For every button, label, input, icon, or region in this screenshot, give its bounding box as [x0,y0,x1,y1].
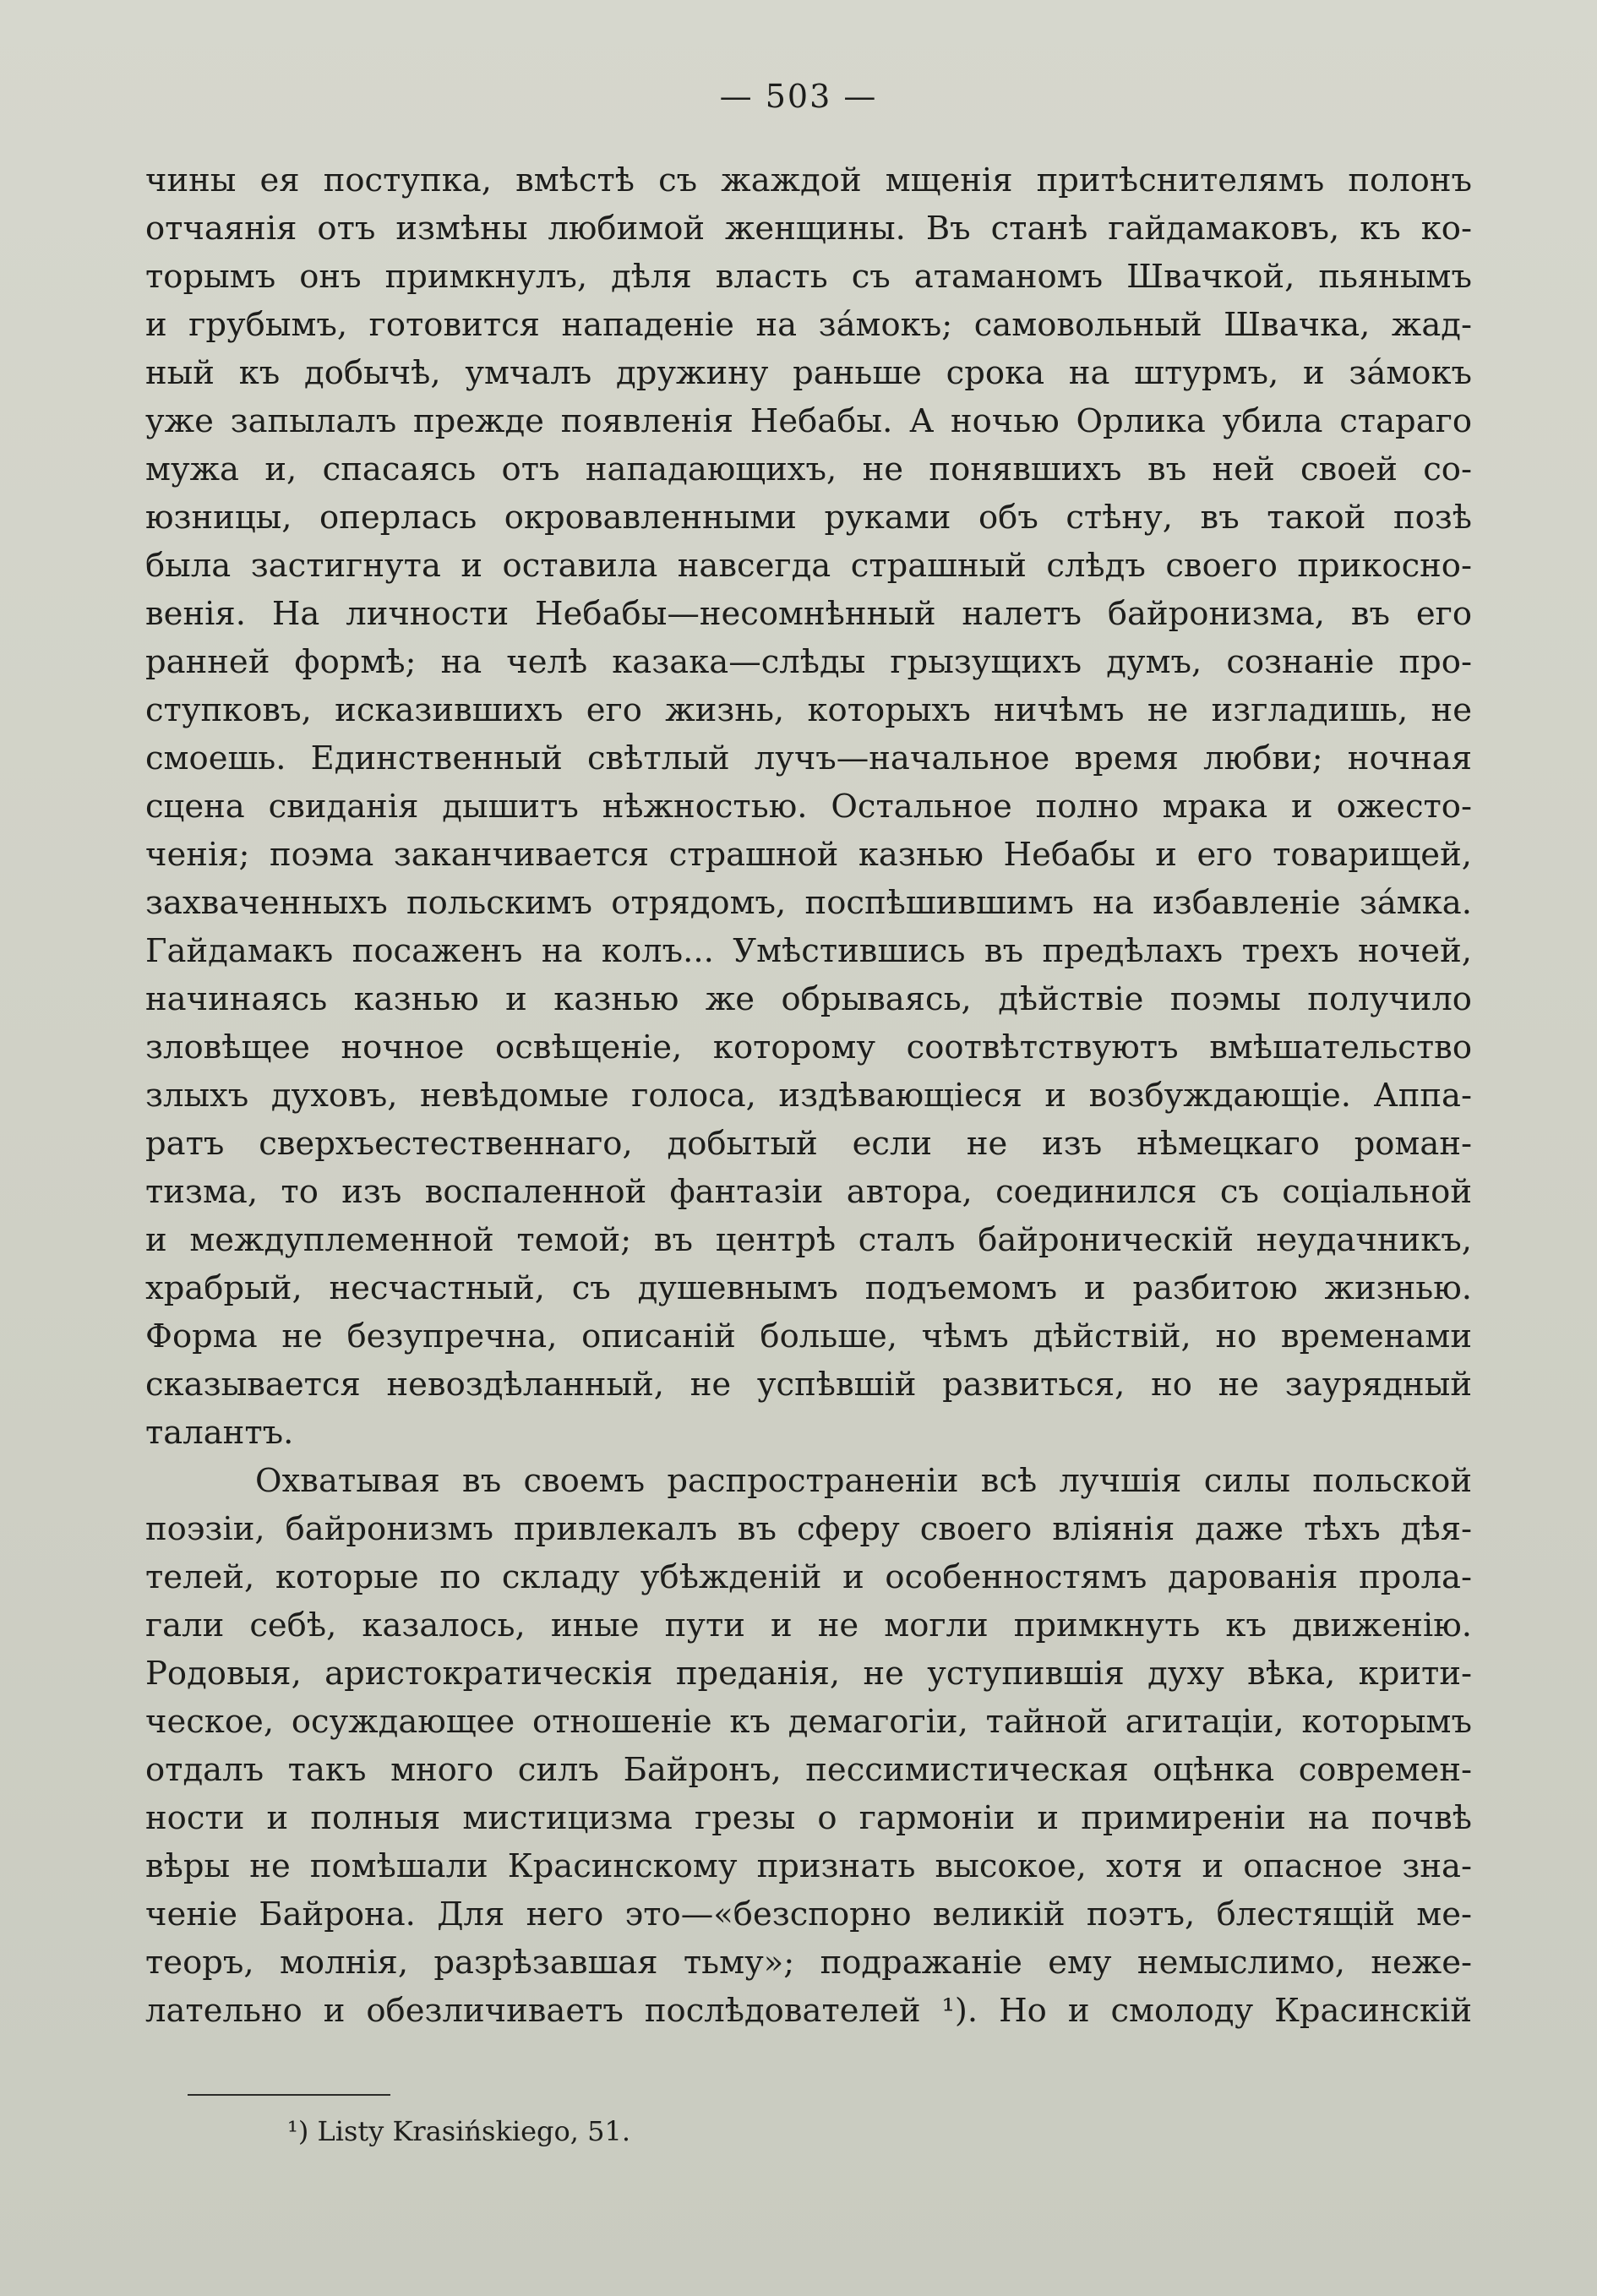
text-line: отчаянія отъ измѣны любимой женщины. Въ станѣ гайдамаковъ, къ ко- [145,210,1472,248]
text-line: теоръ, молнія, разрѣзавшая тьму»; подражаніе ему немыслимо, неже- [145,1944,1472,1982]
text-line: захваченныхъ польскимъ отрядомъ, поспѣшившимъ на избавленіе зáмка. [145,884,1472,922]
text-line: чины ея поступка, вмѣстѣ съ жаждой мщенія притѣснителямъ полонъ [145,161,1472,199]
text-line: юзницы, оперлась окровавленными руками объ стѣну, въ такой позѣ [145,499,1472,537]
text-line: тизма, то изъ воспаленной фантазіи автора, соединился съ соціальной [145,1173,1472,1211]
text-line: храбрый, несчастный, съ душевнымъ подъемомъ и разбитою жизнью. [145,1269,1472,1307]
text-line: начинаясь казнью и казнью же обрываясь, дѣйствіе поэмы получило [145,980,1472,1018]
text-line: лательно и обезличиваетъ послѣдователей ¹). Но и смолоду Красинскій [145,1992,1472,2030]
footnote-separator [188,2094,390,2096]
footnote: ¹) Listy Krasińskiego, 51. [287,2115,631,2147]
text-line: уже запылалъ прежде появленія Небабы. А ночью Орлика убила стараго [145,402,1472,440]
text-line: зловѣщее ночное освѣщеніе, которому соотвѣтствуютъ вмѣшательство [145,1028,1472,1066]
text-line: ратъ сверхъестественнаго, добытый если не изъ нѣмецкаго роман- [145,1125,1472,1163]
text-line: Форма не безупречна, описаній больше, чѣмъ дѣйствій, но временами [145,1317,1472,1355]
text-line: Охватывая въ своемъ распространеніи всѣ лучшія силы польской [255,1462,1472,1500]
text-line: ченія; поэма заканчивается страшной казнью Небабы и его товарищей, [145,836,1472,874]
text-line: ный къ добычѣ, умчалъ дружину раньше срока на штурмъ, и зáмокъ [145,354,1472,392]
text-line: ности и полныя мистицизма грезы о гармоніи и примиреніи на почвѣ [145,1799,1472,1837]
text-line: и междуплеменной темой; въ центрѣ сталъ байроническій неудачникъ, [145,1221,1472,1259]
body-text [145,156,1472,2035]
paragraph-1 [145,156,1472,1457]
text-line: и грубымъ, готовится нападеніе на зáмокъ; самовольный Швачка, жад- [145,306,1472,344]
text-line: Гайдамакъ посаженъ на колъ... Умѣстившись въ предѣлахъ трехъ ночей, [145,932,1472,970]
text-line: венія. На личности Небабы—несомнѣнный налетъ байронизма, въ его [145,595,1472,633]
text-line: гали себѣ, казалось, иные пути и не могли примкнуть къ движенію. [145,1606,1472,1644]
text-line: телей, которые по складу убѣжденій и особенностямъ дарованія прола- [145,1558,1472,1596]
text-line: злыхъ духовъ, невѣдомые голоса, издѣвающіеся и возбуждающіе. Аппа- [145,1077,1472,1115]
text-line: вѣры не помѣшали Красинскому признать высокое, хотя и опасное зна- [145,1847,1472,1885]
text-line: мужа и, спасаясь отъ нападающихъ, не понявшихъ въ ней своей со- [145,450,1472,488]
text-line: ранней формѣ; на челѣ казака—слѣды грызущихъ думъ, сознаніе про- [145,643,1472,681]
page-number: — 503 — [719,78,878,115]
text-line: талантъ. [145,1414,294,1452]
text-line: торымъ онъ примкнулъ, дѣля власть съ атаманомъ Швачкой, пьянымъ [145,258,1472,296]
text-line: ченіе Байрона. Для него это—«безспорно великій поэтъ, блестящій ме- [145,1895,1472,1933]
text-line: смоешь. Единственный свѣтлый лучъ—начальное время любви; ночная [145,739,1472,777]
text-line: отдалъ такъ много силъ Байронъ, пессимистическая оцѣнка современ- [145,1751,1472,1789]
text-line: ческое, осуждающее отношеніе къ демагогіи, тайной агитаціи, которымъ [145,1703,1472,1741]
text-line: сцена свиданія дышитъ нѣжностью. Остальное полно мрака и ожесто- [145,788,1472,826]
text-line: сказывается невоздѣланный, не успѣвшій развиться, но не заурядный [145,1366,1472,1404]
paragraph-2 [145,1457,1472,2035]
text-line: Родовыя, аристократическія преданія, не уступившія духу вѣка, крити- [145,1655,1472,1693]
text-line: была застигнута и оставила навсегда страшный слѣдъ своего прикосно- [145,547,1472,585]
text-line: ступковъ, исказившихъ его жизнь, которыхъ ничѣмъ не изгладишь, не [145,691,1472,729]
text-line: поэзіи, байронизмъ привлекалъ въ сферу своего вліянія даже тѣхъ дѣя- [145,1510,1472,1548]
